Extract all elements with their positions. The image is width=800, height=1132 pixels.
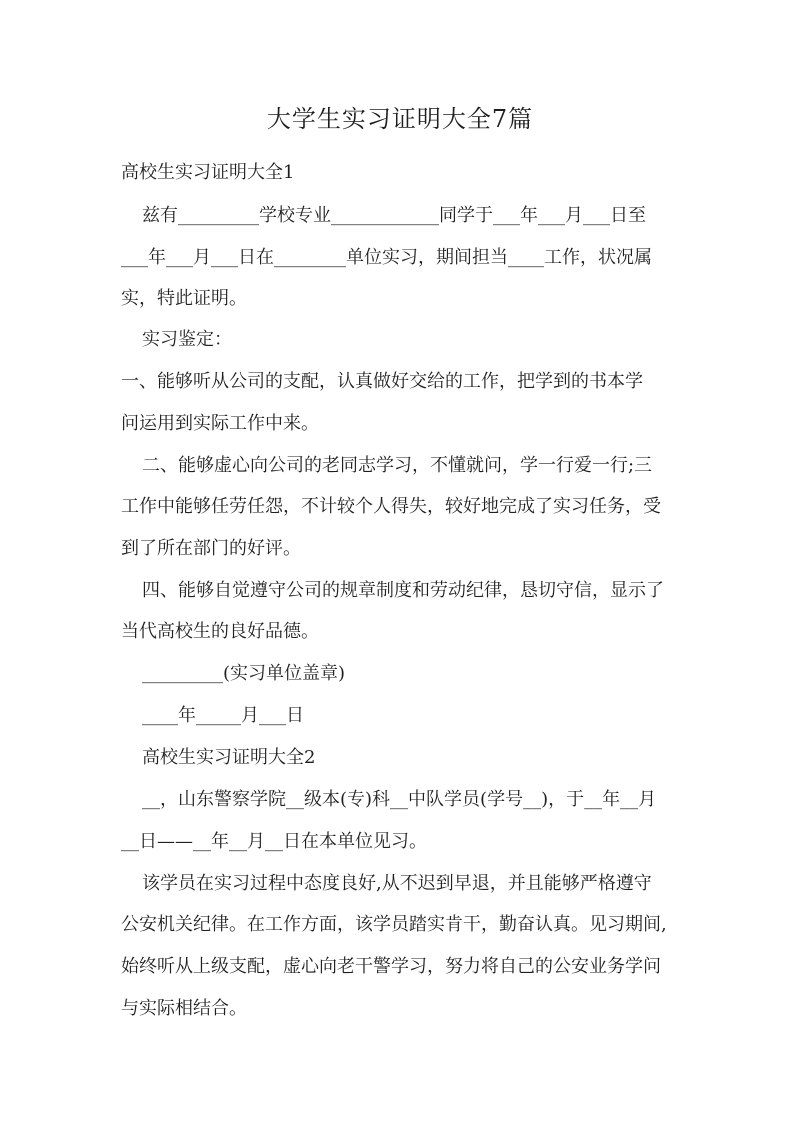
section2-para2-line1: 该学员在实习过程中态度良好,从不迟到早退，并且能够严格遵守 [142, 873, 652, 894]
section2-para1-line1: __，山东警察学院__级本(专)科__中队学员(学号__)，于__年__月 [142, 789, 657, 810]
appraisal-item2-line3: 到了所在部门的好评。 [121, 538, 301, 559]
section2-para1-line2: __日——__年__月__日在本单位见习。 [121, 831, 427, 852]
appraisal-item4-line2: 当代高校生的良好品德。 [121, 621, 319, 642]
section1-para1-line2: ___年___月___日在________单位实习，期间担当____工作，状况属 [121, 247, 652, 268]
section2-para2-line3: 始终听从上级支配，虚心向老干警学习，努力将自己的公安业务学问 [121, 956, 661, 977]
section2-para2-line2: 公安机关纪律。在工作方面，该学员踏实肯干，勤奋认真。见习期间, [121, 914, 667, 935]
section1-para1-line1: 兹有_________学校专业____________同学于___年___月___日至 [142, 205, 646, 226]
date-line: ____年_____月___日 [142, 705, 304, 726]
appraisal-item2-line1: 二、能够虚心向公司的老同志学习，不懂就问，学一行爱一行;三 [142, 455, 653, 476]
seal-line: _________(实习单位盖章) [142, 663, 346, 684]
appraisal-item1-line2: 问运用到实际工作中来。 [121, 413, 319, 434]
section1-para1-line3: 实，特此证明。 [121, 288, 247, 309]
section2-heading: 高校生实习证明大全2 [142, 747, 316, 768]
section1-heading: 高校生实习证明大全1 [121, 162, 295, 183]
appraisal-item1-line1: 一、能够听从公司的支配，认真做好交给的工作，把学到的书本学 [121, 371, 643, 392]
section2-para2-line4: 与实际相结合。 [121, 998, 247, 1019]
appraisal-label: 实习鉴定： [142, 329, 232, 350]
appraisal-item4-line1: 四、能够自觉遵守公司的规章制度和劳动纪律，恳切守信，显示了 [142, 580, 664, 601]
document-title: 大学生实习证明大全7篇 [266, 105, 534, 133]
appraisal-item2-line2: 工作中能够任劳任怨，不计较个人得失，较好地完成了实习任务，受 [121, 496, 661, 517]
